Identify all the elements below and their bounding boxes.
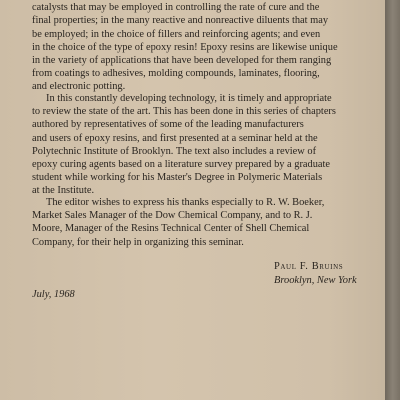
text-line: catalysts that may be employed in controlling the rate of cure and the [32, 2, 320, 14]
preface-paragraph-3 [32, 196, 324, 249]
text-line: authored by representatives of some of the leading manufacturers [32, 119, 304, 131]
text-line: and users of epoxy resins, and first presented at a seminar held at the [32, 132, 318, 144]
preface-paragraph-1 [32, 0, 338, 94]
text-line: final properties; in the many reactive and nonreactive diluents that may [32, 15, 329, 27]
text-line: to review the state of the art. This has been done in this series of chapters [32, 106, 336, 118]
text-line: Polytechnic Institute of Brooklyn. The text also includes a review of [32, 145, 317, 157]
author-location: Brooklyn, New York [274, 275, 357, 286]
book-edge [385, 0, 400, 400]
text-line: Company, for their help in organizing this seminar. [32, 236, 244, 248]
text-line: and electronic potting. [32, 81, 126, 93]
signature-block [274, 260, 357, 288]
text-line: The editor wishes to express his thanks especially to R. W. Boeker, [46, 197, 325, 208]
text-line: Moore, Manager of the Resins Technical Center of Shell Chemical [32, 223, 310, 235]
text-line: in the choice of the type of epoxy resin! Epoxy resins are likewise unique [32, 41, 338, 53]
text-line: student while working for his Master's Degree in Polymeric Materials [32, 172, 323, 184]
text-line: in the variety of applications that have been developed for them ranging [32, 54, 332, 66]
preface-paragraph-2 [32, 92, 336, 198]
text-line: from coatings to adhesives, molding compounds, laminates, flooring, [32, 68, 320, 80]
text-line: at the Institute. [32, 185, 95, 197]
preface-date: July, 1968 [32, 289, 75, 300]
text-line: epoxy curing agents based on a literature survey prepared by a graduate [32, 158, 331, 170]
text-line: In this constantly developing technology, it is timely and appropriate [46, 93, 332, 104]
author-name: Paul F. Bruins [274, 261, 344, 272]
text-line: Market Sales Manager of the Dow Chemical Company, and to R. J. [32, 210, 313, 222]
text-line: be employed; in the choice of fillers and reinforcing agents; and even [32, 28, 321, 40]
